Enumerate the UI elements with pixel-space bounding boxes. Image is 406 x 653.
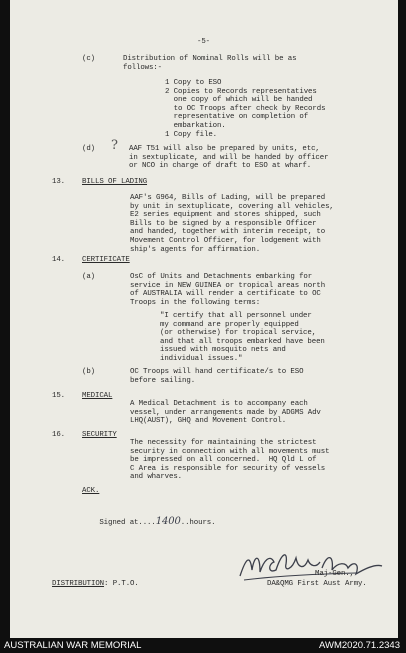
item-c-label: (c) xyxy=(82,55,96,63)
item-d-label: (d) xyxy=(82,145,96,153)
signed-line xyxy=(82,509,215,536)
signed-time: 1400 xyxy=(155,515,181,527)
section-16-number: 16. xyxy=(52,431,66,439)
item-c-list: 1 Copy to ESO 2 Copies to Records representatives one copy of which will be handed to OC Troops after check by Records representative on completion of embarkation. 1 Copy file. xyxy=(165,79,326,139)
signed-prefix: Signed at.... xyxy=(99,518,156,527)
section-13-text: AAF's G964, Bills of Lading, will be prepared by unit in sextuplicate, covering all vehicles, E2 series equipment and stores shipped, such Bills to be signed by a responsible Officer and handed, together with interim receipt, to Movement Control Officer, for lodgement with ship's agents for affirmation. xyxy=(130,194,334,254)
signature-title: DA&QMG First Aust Army. xyxy=(267,580,367,588)
distribution-label: DISTRIBUTION xyxy=(52,580,105,588)
section-14-heading: CERTIFICATE xyxy=(82,256,130,264)
item-d-mark: ? xyxy=(111,138,118,153)
signature-rank: Maj-Gen., xyxy=(315,570,355,578)
section-14a-text: OsC of Units and Detachments embarking for service in NEW GUINEA or tropical areas north of AUSTRALIA will render a certificate to OC Troops in the following terms: xyxy=(130,273,326,307)
section-14b-text: OC Troops will hand certificate/s to ESO before sailing. xyxy=(130,368,304,385)
document-page xyxy=(10,0,398,638)
section-13-heading: BILLS OF LADING xyxy=(82,178,148,186)
section-14a-label: (a) xyxy=(82,273,96,281)
certificate-quote: "I certify that all personnel under my command are properly equipped (or otherwise) for tropical service, and that all troops embarked have been issued with mosquito nets and individual issues." xyxy=(160,312,325,363)
item-d-text: AAF T51 will also be prepared by units, etc, in sextuplicate, and will be handed by officer or NCO in charge of draft to ESO at wharf. xyxy=(129,145,329,171)
section-16-text: The necessity for maintaining the strictest security in connection with all movements must be impressed on all concerned. HQ Qld L of C Area is responsible for security of vessels and wharves. xyxy=(130,439,330,482)
archive-footer xyxy=(0,638,406,653)
page-number: -5- xyxy=(197,38,211,46)
section-14b-label: (b) xyxy=(82,368,96,376)
section-16-heading: SECURITY xyxy=(82,431,117,439)
signed-suffix: ..hours. xyxy=(180,518,216,527)
section-15-text: A Medical Detachment is to accompany each vessel, under arrangements made by ADGMS Adv LHQ(AUST), GHQ and Movement Control. xyxy=(130,400,321,426)
section-15-heading: MEDICAL xyxy=(82,392,113,400)
item-c-text: Distribution of Nominal Rolls will be as follows:- xyxy=(123,55,297,72)
distribution-value: : P.T.O. xyxy=(104,580,139,588)
footer-accession-number: AWM2020.71.2343 xyxy=(319,640,400,651)
ack-label: ACK. xyxy=(82,487,100,495)
section-14-number: 14. xyxy=(52,256,66,264)
signature-scribble-icon xyxy=(236,540,386,582)
section-13-number: 13. xyxy=(52,178,66,186)
section-15-number: 15. xyxy=(52,392,66,400)
footer-institution: AUSTRALIAN WAR MEMORIAL xyxy=(4,640,142,651)
distribution-line xyxy=(52,580,139,589)
